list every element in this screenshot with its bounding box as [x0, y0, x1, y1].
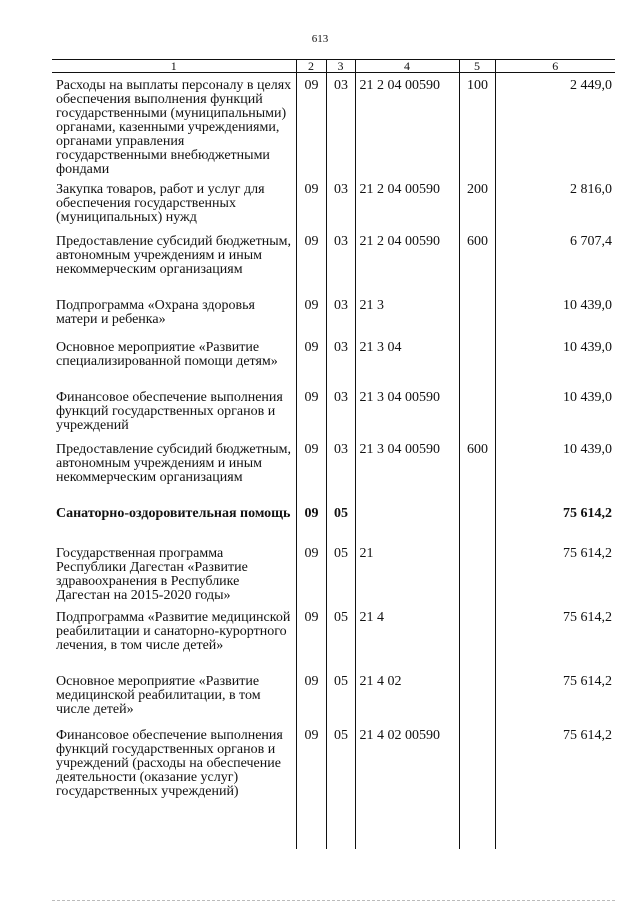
row-target-article: 21 3 04 00590 — [355, 437, 459, 501]
page-number: 613 — [311, 33, 329, 45]
row-target-article: 21 3 04 — [355, 335, 459, 385]
row-amount: 10 439,0 — [495, 437, 615, 501]
table-row — [52, 385, 615, 437]
row-expense-type: 600 — [459, 437, 495, 501]
row-subsection: 03 — [326, 385, 355, 437]
row-section: 09 — [296, 437, 326, 501]
page-bottom-rule — [52, 900, 615, 901]
row-target-article — [355, 501, 459, 541]
row-target-article: 21 4 02 00590 — [355, 723, 459, 813]
row-section: 09 — [296, 501, 326, 541]
row-name: Подпрограмма «Развитие медицинской реабилитации и санаторно-курортного лечения, в том числе детей» — [56, 610, 291, 653]
row-subsection: 05 — [326, 605, 355, 669]
row-section: 09 — [296, 385, 326, 437]
row-subsection: 03 — [326, 293, 355, 335]
empty-cell — [326, 813, 355, 849]
row-section: 09 — [296, 73, 326, 178]
table-row — [52, 177, 615, 229]
row-amount: 2 449,0 — [495, 73, 615, 178]
row-amount: 10 439,0 — [495, 293, 615, 335]
row-subsection: 03 — [326, 177, 355, 229]
row-expense-type: 100 — [459, 73, 495, 178]
table-row — [52, 335, 615, 385]
row-name: Финансовое обеспечение выполнения функций государственных органов и учреждений — [56, 390, 283, 433]
row-name: Предоставление субсидий бюджетным, автономным учреждениям и иным некоммерческим организациям — [56, 234, 292, 277]
row-amount: 75 614,2 — [495, 723, 615, 813]
header-col-5: 5 — [459, 60, 495, 73]
row-name: Основное мероприятие «Развитие специализированной помощи детям» — [56, 340, 278, 369]
row-name: Подпрограмма «Охрана здоровья матери и ребенка» — [56, 298, 255, 327]
table-row — [52, 669, 615, 723]
row-section: 09 — [296, 723, 326, 813]
row-name: Государственная программа Республики Дагестан «Развитие здравоохранения в Республике Дагестан на 2015-2020 годы» — [56, 546, 248, 603]
empty-cell — [355, 813, 459, 849]
row-subsection: 05 — [326, 501, 355, 541]
row-subsection: 05 — [326, 669, 355, 723]
budget-table — [52, 59, 615, 849]
row-name: Основное мероприятие «Развитие медицинской реабилитации, в том числе детей» — [56, 674, 261, 717]
row-amount: 75 614,2 — [495, 605, 615, 669]
table-row — [52, 605, 615, 669]
row-section: 09 — [296, 293, 326, 335]
row-expense-type — [459, 669, 495, 723]
row-amount: 75 614,2 — [495, 501, 615, 541]
row-target-article: 21 — [355, 541, 459, 605]
header-col-2: 2 — [296, 60, 326, 73]
table-row — [52, 437, 615, 501]
row-target-article: 21 4 02 — [355, 669, 459, 723]
row-target-article: 21 4 — [355, 605, 459, 669]
row-target-article: 21 2 04 00590 — [355, 73, 459, 178]
table-row — [52, 229, 615, 293]
empty-cell — [495, 813, 615, 849]
row-name: Предоставление субсидий бюджетным, автономным учреждениям и иным некоммерческим организациям — [56, 442, 292, 485]
row-expense-type: 600 — [459, 229, 495, 293]
row-expense-type — [459, 385, 495, 437]
header-col-1: 1 — [52, 60, 296, 73]
table-row — [52, 723, 615, 813]
header-col-4: 4 — [355, 60, 459, 73]
row-section: 09 — [296, 605, 326, 669]
table-body — [52, 73, 615, 850]
row-expense-type: 200 — [459, 177, 495, 229]
row-subsection: 03 — [326, 229, 355, 293]
table-row — [52, 541, 615, 605]
table-row — [52, 73, 615, 178]
row-amount: 10 439,0 — [495, 385, 615, 437]
empty-cell — [459, 813, 495, 849]
row-section: 09 — [296, 541, 326, 605]
row-amount: 2 816,0 — [495, 177, 615, 229]
header-col-6: 6 — [495, 60, 615, 73]
row-amount: 75 614,2 — [495, 669, 615, 723]
table-row-empty — [52, 813, 615, 849]
row-expense-type — [459, 541, 495, 605]
row-target-article: 21 2 04 00590 — [355, 177, 459, 229]
row-subsection: 05 — [326, 541, 355, 605]
row-subsection: 05 — [326, 723, 355, 813]
row-name: Закупка товаров, работ и услуг для обеспечения государственных (муниципальных) нужд — [56, 182, 265, 225]
row-amount: 75 614,2 — [495, 541, 615, 605]
row-section: 09 — [296, 177, 326, 229]
row-target-article: 21 3 04 00590 — [355, 385, 459, 437]
row-expense-type — [459, 723, 495, 813]
row-expense-type — [459, 293, 495, 335]
empty-cell — [52, 813, 296, 849]
row-subsection: 03 — [326, 73, 355, 178]
row-section: 09 — [296, 669, 326, 723]
table-header-row — [52, 60, 615, 73]
header-col-3: 3 — [326, 60, 355, 73]
row-amount: 10 439,0 — [495, 335, 615, 385]
row-target-article: 21 3 — [355, 293, 459, 335]
empty-cell — [296, 813, 326, 849]
row-section: 09 — [296, 229, 326, 293]
row-section: 09 — [296, 335, 326, 385]
row-amount: 6 707,4 — [495, 229, 615, 293]
table-row — [52, 501, 615, 541]
row-target-article: 21 2 04 00590 — [355, 229, 459, 293]
row-name: Расходы на выплаты персоналу в целях обеспечения выполнения функций государственными (муниципальными) органами, казенными учреждениями, органами управления государственными внебюджетными фондами — [56, 78, 292, 177]
row-expense-type — [459, 605, 495, 669]
table-row — [52, 293, 615, 335]
row-subsection: 03 — [326, 437, 355, 501]
row-expense-type — [459, 501, 495, 541]
row-expense-type — [459, 335, 495, 385]
row-subsection: 03 — [326, 335, 355, 385]
row-name: Финансовое обеспечение выполнения функций государственных органов и учреждений (расходы на обеспечение деятельности (оказание услуг) государственных учреждений) — [56, 728, 283, 799]
row-name: Санаторно-оздоровительная помощь — [56, 506, 291, 521]
